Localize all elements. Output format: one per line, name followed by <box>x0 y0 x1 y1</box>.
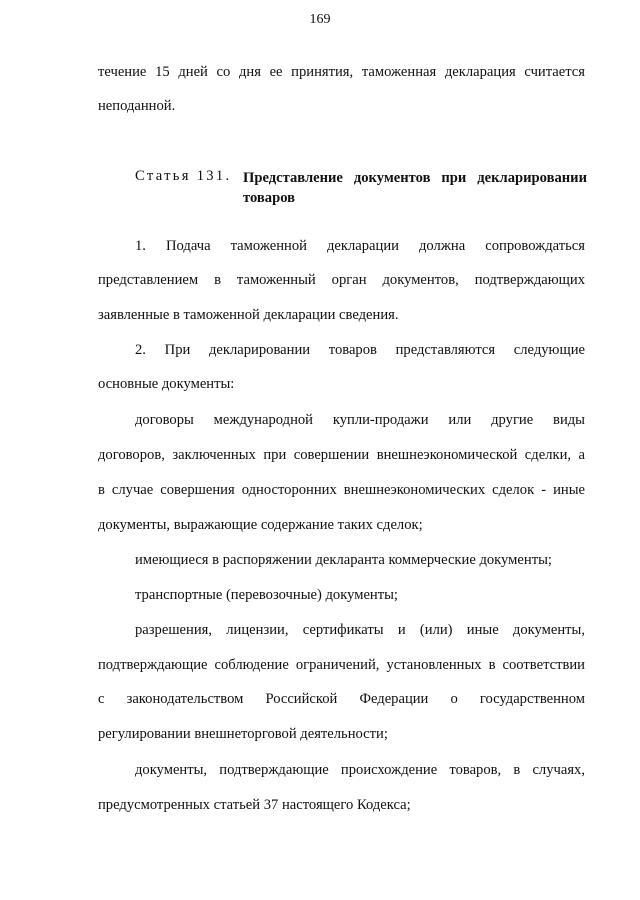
text-line: представлением в таможенный орган документов, подтверждающих <box>98 272 585 288</box>
text-line: с законодательством Российской Федерации о государственном <box>98 691 585 707</box>
text-line: заявленные в таможенной декларации сведения. <box>98 307 399 323</box>
article-title: Представление документов при декларировании товаров <box>243 170 587 206</box>
text-line: разрешения, лицензии, сертификаты и (или) иные документы, <box>135 622 585 638</box>
text-line: 2. При декларировании товаров представляются следующие <box>135 342 585 358</box>
text-line: в случае совершения односторонних внешнеэкономических сделок - иные <box>98 482 585 498</box>
text-line: предусмотренных статьей 37 настоящего Кодекса; <box>98 797 411 813</box>
text-line: договоры международной купли-продажи или другие виды <box>135 412 585 428</box>
text-line: неподанной. <box>98 98 176 114</box>
text-line: имеющиеся в распоряжении декларанта коммерческие документы; <box>135 552 552 568</box>
text-line: договоров, заключенных при совершении внешнеэкономической сделки, а <box>98 447 585 463</box>
page-number: 169 <box>309 12 331 27</box>
article-number: Статья 131. <box>135 168 232 184</box>
text-line: документы, выражающие содержание таких сделок; <box>98 517 423 533</box>
text-line: 1. Подача таможенной декларации должна сопровождаться <box>135 238 585 254</box>
text-line: основные документы: <box>98 376 235 392</box>
text-line: регулировании внешнеторговой деятельности; <box>98 726 388 742</box>
text-line: документы, подтверждающие происхождение товаров, в случаях, <box>135 762 585 778</box>
text-line: транспортные (перевозочные) документы; <box>135 587 398 603</box>
text-line: подтверждающие соблюдение ограничений, установленных в соответствии <box>98 657 585 673</box>
text-line: течение 15 дней со дня ее принятия, таможенная декларация считается <box>98 64 585 80</box>
